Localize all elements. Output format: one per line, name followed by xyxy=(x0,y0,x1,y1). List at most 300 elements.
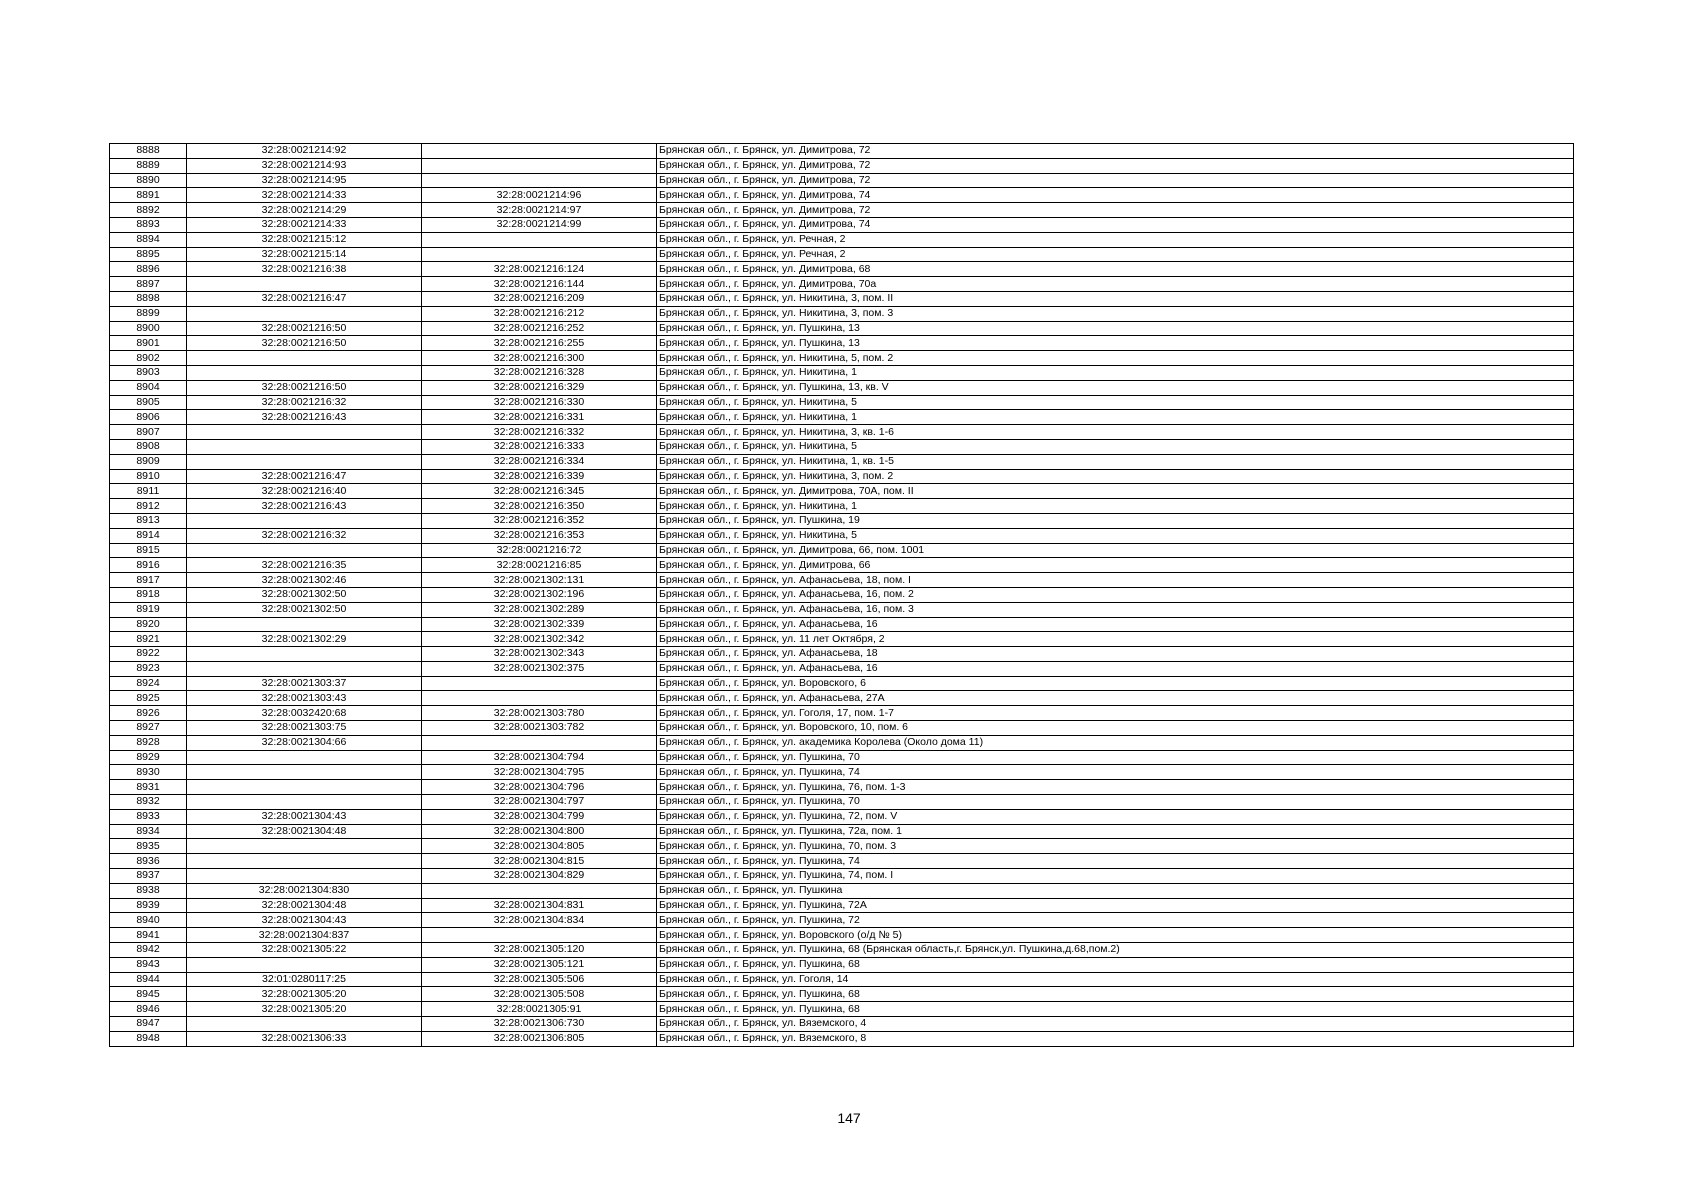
cadastral-number-cell: 32:28:0021216:43 xyxy=(187,499,422,514)
address-cell: Брянская обл., г. Брянск, ул. Димитрова, 66 xyxy=(657,558,1574,573)
address-cell: Брянская обл., г. Брянск, ул. Пушкина, 72 xyxy=(657,913,1574,928)
object-cadastral-number-cell: 32:28:0021216:332 xyxy=(422,425,657,440)
cadastral-number-cell: 32:28:0021302:50 xyxy=(187,602,422,617)
cadastral-number-cell xyxy=(187,750,422,765)
object-cadastral-number-cell: 32:28:0021216:124 xyxy=(422,262,657,277)
address-cell: Брянская обл., г. Брянск, ул. Пушкина, 68 xyxy=(657,987,1574,1002)
object-cadastral-number-cell: 32:28:0021216:333 xyxy=(422,439,657,454)
table-row xyxy=(110,721,1574,736)
row-number-cell: 8922 xyxy=(110,647,187,662)
page-number: 147 xyxy=(837,1110,861,1126)
table-row xyxy=(110,883,1574,898)
row-number-cell: 8912 xyxy=(110,499,187,514)
row-number-cell: 8893 xyxy=(110,217,187,232)
table-row xyxy=(110,780,1574,795)
table-row xyxy=(110,410,1574,425)
table-row xyxy=(110,277,1574,292)
address-cell: Брянская обл., г. Брянск, ул. Афанасьева, 16, пом. 2 xyxy=(657,587,1574,602)
address-cell: Брянская обл., г. Брянск, ул. Никитина, 5 xyxy=(657,528,1574,543)
address-cell: Брянская обл., г. Брянск, ул. Пушкина, 70 xyxy=(657,795,1574,810)
cadastral-number-cell xyxy=(187,439,422,454)
cadastral-number-cell xyxy=(187,780,422,795)
cadastral-number-cell: 32:28:0021303:75 xyxy=(187,721,422,736)
cadastral-number-cell xyxy=(187,277,422,292)
cadastral-number-cell xyxy=(187,765,422,780)
table-row xyxy=(110,839,1574,854)
row-number-cell: 8913 xyxy=(110,513,187,528)
cadastral-number-cell xyxy=(187,306,422,321)
cadastral-number-cell: 32:28:0021305:20 xyxy=(187,1002,422,1017)
table-row xyxy=(110,913,1574,928)
object-cadastral-number-cell xyxy=(422,883,657,898)
object-cadastral-number-cell: 32:28:0021306:805 xyxy=(422,1031,657,1046)
row-number-cell: 8931 xyxy=(110,780,187,795)
address-cell: Брянская обл., г. Брянск, ул. Пушкина, 68 (Брянская область,г. Брянск,ул. Пушкина,д.68,пом.2) xyxy=(657,943,1574,958)
row-number-cell: 8910 xyxy=(110,469,187,484)
address-cell: Брянская обл., г. Брянск, ул. Димитрова, 68 xyxy=(657,262,1574,277)
row-number-cell: 8891 xyxy=(110,188,187,203)
row-number-cell: 8944 xyxy=(110,972,187,987)
object-cadastral-number-cell: 32:28:0021216:252 xyxy=(422,321,657,336)
address-cell: Брянская обл., г. Брянск, ул. Никитина, 5 xyxy=(657,439,1574,454)
object-cadastral-number-cell: 32:28:0021216:339 xyxy=(422,469,657,484)
object-cadastral-number-cell xyxy=(422,173,657,188)
row-number-cell: 8915 xyxy=(110,543,187,558)
object-cadastral-number-cell xyxy=(422,691,657,706)
object-cadastral-number-cell: 32:28:0021304:815 xyxy=(422,854,657,869)
cadastral-number-cell xyxy=(187,661,422,676)
cadastral-number-cell xyxy=(187,365,422,380)
cadastral-number-cell xyxy=(187,839,422,854)
table-row xyxy=(110,765,1574,780)
object-cadastral-number-cell xyxy=(422,676,657,691)
address-cell: Брянская обл., г. Брянск, ул. Димитрова, 70А, пом. II xyxy=(657,484,1574,499)
object-cadastral-number-cell: 32:28:0021306:730 xyxy=(422,1017,657,1032)
row-number-cell: 8934 xyxy=(110,824,187,839)
row-number-cell: 8943 xyxy=(110,957,187,972)
object-cadastral-number-cell: 32:28:0021214:97 xyxy=(422,203,657,218)
table-row xyxy=(110,854,1574,869)
object-cadastral-number-cell: 32:28:0021302:375 xyxy=(422,661,657,676)
row-number-cell: 8917 xyxy=(110,573,187,588)
address-cell: Брянская обл., г. Брянск, ул. 11 лет Октября, 2 xyxy=(657,632,1574,647)
object-cadastral-number-cell: 32:28:0021216:353 xyxy=(422,528,657,543)
row-number-cell: 8919 xyxy=(110,602,187,617)
address-cell: Брянская обл., г. Брянск, ул. Воровского, 6 xyxy=(657,676,1574,691)
table-row xyxy=(110,632,1574,647)
cadastral-number-cell: 32:28:0021216:50 xyxy=(187,321,422,336)
address-cell: Брянская обл., г. Брянск, ул. Воровского, 10, пом. 6 xyxy=(657,721,1574,736)
cadastral-number-cell: 32:01:0280117:25 xyxy=(187,972,422,987)
address-cell: Брянская обл., г. Брянск, ул. Никитина, 1, кв. 1-5 xyxy=(657,454,1574,469)
row-number-cell: 8941 xyxy=(110,928,187,943)
table-row xyxy=(110,735,1574,750)
object-cadastral-number-cell: 32:28:0021216:328 xyxy=(422,365,657,380)
address-cell: Брянская обл., г. Брянск, ул. Гоголя, 17, пом. 1-7 xyxy=(657,706,1574,721)
cadastral-number-cell xyxy=(187,795,422,810)
cadastral-number-cell: 32:28:0021216:50 xyxy=(187,336,422,351)
row-number-cell: 8888 xyxy=(110,144,187,159)
cadastral-number-cell xyxy=(187,351,422,366)
row-number-cell: 8894 xyxy=(110,232,187,247)
table-row xyxy=(110,439,1574,454)
object-cadastral-number-cell xyxy=(422,928,657,943)
object-cadastral-number-cell: 32:28:0021216:300 xyxy=(422,351,657,366)
cadastral-number-cell: 32:28:0032420:68 xyxy=(187,706,422,721)
cadastral-number-cell: 32:28:0021215:14 xyxy=(187,247,422,262)
cadastral-number-cell: 32:28:0021216:38 xyxy=(187,262,422,277)
address-cell: Брянская обл., г. Брянск, ул. Димитрова, 72 xyxy=(657,203,1574,218)
address-cell: Брянская обл., г. Брянск, ул. Никитина, 3, пом. II xyxy=(657,291,1574,306)
cadastral-number-cell: 32:28:0021214:92 xyxy=(187,144,422,159)
object-cadastral-number-cell: 32:28:0021216:345 xyxy=(422,484,657,499)
cadastral-number-cell: 32:28:0021306:33 xyxy=(187,1031,422,1046)
table-row xyxy=(110,380,1574,395)
object-cadastral-number-cell: 32:28:0021304:800 xyxy=(422,824,657,839)
address-cell: Брянская обл., г. Брянск, ул. Пушкина xyxy=(657,883,1574,898)
cadastral-number-cell: 32:28:0021305:20 xyxy=(187,987,422,1002)
row-number-cell: 8903 xyxy=(110,365,187,380)
table-row xyxy=(110,173,1574,188)
row-number-cell: 8908 xyxy=(110,439,187,454)
table-row xyxy=(110,602,1574,617)
address-cell: Брянская обл., г. Брянск, ул. Димитрова, 72 xyxy=(657,144,1574,159)
cadastral-number-cell xyxy=(187,647,422,662)
address-cell: Брянская обл., г. Брянск, ул. Димитрова, 74 xyxy=(657,217,1574,232)
table-row xyxy=(110,587,1574,602)
object-cadastral-number-cell: 32:28:0021305:120 xyxy=(422,943,657,958)
row-number-cell: 8937 xyxy=(110,869,187,884)
cadastral-number-cell: 32:28:0021214:29 xyxy=(187,203,422,218)
address-cell: Брянская обл., г. Брянск, ул. Никитина, 1 xyxy=(657,365,1574,380)
table-row xyxy=(110,425,1574,440)
object-cadastral-number-cell: 32:28:0021305:91 xyxy=(422,1002,657,1017)
address-cell: Брянская обл., г. Брянск, ул. Афанасьева, 16 xyxy=(657,617,1574,632)
cadastral-number-cell: 32:28:0021302:46 xyxy=(187,573,422,588)
cadastral-number-cell xyxy=(187,617,422,632)
object-cadastral-number-cell: 32:28:0021216:330 xyxy=(422,395,657,410)
row-number-cell: 8900 xyxy=(110,321,187,336)
row-number-cell: 8926 xyxy=(110,706,187,721)
object-cadastral-number-cell: 32:28:0021304:796 xyxy=(422,780,657,795)
table-row xyxy=(110,1031,1574,1046)
address-cell: Брянская обл., г. Брянск, ул. Никитина, 5, пом. 2 xyxy=(657,351,1574,366)
row-number-cell: 8911 xyxy=(110,484,187,499)
row-number-cell: 8909 xyxy=(110,454,187,469)
address-cell: Брянская обл., г. Брянск, ул. Речная, 2 xyxy=(657,232,1574,247)
row-number-cell: 8896 xyxy=(110,262,187,277)
object-cadastral-number-cell: 32:28:0021305:506 xyxy=(422,972,657,987)
table-row xyxy=(110,528,1574,543)
table-row xyxy=(110,809,1574,824)
table-row xyxy=(110,395,1574,410)
row-number-cell: 8907 xyxy=(110,425,187,440)
table-row xyxy=(110,928,1574,943)
table-row xyxy=(110,647,1574,662)
row-number-cell: 8905 xyxy=(110,395,187,410)
cadastral-number-cell xyxy=(187,957,422,972)
address-cell: Брянская обл., г. Брянск, ул. Пушкина, 74 xyxy=(657,765,1574,780)
cadastral-number-cell: 32:28:0021305:22 xyxy=(187,943,422,958)
table-row xyxy=(110,306,1574,321)
address-cell: Брянская обл., г. Брянск, ул. Никитина, 1 xyxy=(657,410,1574,425)
address-cell: Брянская обл., г. Брянск, ул. Вяземского, 8 xyxy=(657,1031,1574,1046)
address-cell: Брянская обл., г. Брянск, ул. Пушкина, 72а, пом. 1 xyxy=(657,824,1574,839)
object-cadastral-number-cell: 32:28:0021304:795 xyxy=(422,765,657,780)
address-cell: Брянская обл., г. Брянск, ул. Речная, 2 xyxy=(657,247,1574,262)
object-cadastral-number-cell: 32:28:0021305:121 xyxy=(422,957,657,972)
table-row xyxy=(110,824,1574,839)
row-number-cell: 8945 xyxy=(110,987,187,1002)
row-number-cell: 8923 xyxy=(110,661,187,676)
address-cell: Брянская обл., г. Брянск, ул. Пушкина, 72А xyxy=(657,898,1574,913)
row-number-cell: 8901 xyxy=(110,336,187,351)
table-row xyxy=(110,750,1574,765)
cadastral-number-cell xyxy=(187,1017,422,1032)
object-cadastral-number-cell: 32:28:0021304:829 xyxy=(422,869,657,884)
object-cadastral-number-cell: 32:28:0021214:96 xyxy=(422,188,657,203)
table-row xyxy=(110,144,1574,159)
row-number-cell: 8927 xyxy=(110,721,187,736)
object-cadastral-number-cell: 32:28:0021302:131 xyxy=(422,573,657,588)
cadastral-number-cell: 32:28:0021216:35 xyxy=(187,558,422,573)
row-number-cell: 8924 xyxy=(110,676,187,691)
address-cell: Брянская обл., г. Брянск, ул. Пушкина, 13 xyxy=(657,321,1574,336)
table-row xyxy=(110,203,1574,218)
row-number-cell: 8933 xyxy=(110,809,187,824)
cadastral-number-cell: 32:28:0021214:33 xyxy=(187,188,422,203)
address-cell: Брянская обл., г. Брянск, ул. Димитрова, 72 xyxy=(657,173,1574,188)
address-cell: Брянская обл., г. Брянск, ул. Пушкина, 74, пом. I xyxy=(657,869,1574,884)
table-row xyxy=(110,1017,1574,1032)
cadastral-number-cell: 32:28:0021304:66 xyxy=(187,735,422,750)
cadastral-number-cell xyxy=(187,425,422,440)
table-row xyxy=(110,484,1574,499)
cadastral-number-cell: 32:28:0021303:37 xyxy=(187,676,422,691)
row-number-cell: 8897 xyxy=(110,277,187,292)
row-number-cell: 8935 xyxy=(110,839,187,854)
row-number-cell: 8948 xyxy=(110,1031,187,1046)
row-number-cell: 8906 xyxy=(110,410,187,425)
address-cell: Брянская обл., г. Брянск, ул. Пушкина, 13, кв. V xyxy=(657,380,1574,395)
cadastral-number-cell: 32:28:0021214:93 xyxy=(187,158,422,173)
address-cell: Брянская обл., г. Брянск, ул. Пушкина, 70, пом. 3 xyxy=(657,839,1574,854)
address-cell: Брянская обл., г. Брянск, ул. Пушкина, 68 xyxy=(657,1002,1574,1017)
cadastral-number-cell xyxy=(187,513,422,528)
object-cadastral-number-cell xyxy=(422,247,657,262)
address-cell: Брянская обл., г. Брянск, ул. Пушкина, 19 xyxy=(657,513,1574,528)
object-cadastral-number-cell: 32:28:0021304:799 xyxy=(422,809,657,824)
address-cell: Брянская обл., г. Брянск, ул. Воровского (о/д № 5) xyxy=(657,928,1574,943)
address-cell: Брянская обл., г. Брянск, ул. Пушкина, 13 xyxy=(657,336,1574,351)
registry-table xyxy=(109,143,1574,1047)
table-row xyxy=(110,291,1574,306)
cadastral-number-cell: 32:28:0021302:29 xyxy=(187,632,422,647)
table-row xyxy=(110,691,1574,706)
object-cadastral-number-cell: 32:28:0021216:334 xyxy=(422,454,657,469)
cadastral-number-cell: 32:28:0021302:50 xyxy=(187,587,422,602)
address-cell: Брянская обл., г. Брянск, ул. Гоголя, 14 xyxy=(657,972,1574,987)
row-number-cell: 8940 xyxy=(110,913,187,928)
row-number-cell: 8895 xyxy=(110,247,187,262)
cadastral-number-cell: 32:28:0021304:43 xyxy=(187,913,422,928)
address-cell: Брянская обл., г. Брянск, ул. Афанасьева, 27А xyxy=(657,691,1574,706)
row-number-cell: 8930 xyxy=(110,765,187,780)
cadastral-number-cell: 32:28:0021304:830 xyxy=(187,883,422,898)
row-number-cell: 8892 xyxy=(110,203,187,218)
cadastral-number-cell: 32:28:0021304:48 xyxy=(187,898,422,913)
table-row xyxy=(110,454,1574,469)
cadastral-number-cell xyxy=(187,854,422,869)
object-cadastral-number-cell: 32:28:0021303:782 xyxy=(422,721,657,736)
cadastral-number-cell: 32:28:0021214:33 xyxy=(187,217,422,232)
row-number-cell: 8932 xyxy=(110,795,187,810)
object-cadastral-number-cell: 32:28:0021304:834 xyxy=(422,913,657,928)
cadastral-number-cell xyxy=(187,543,422,558)
row-number-cell: 8899 xyxy=(110,306,187,321)
row-number-cell: 8946 xyxy=(110,1002,187,1017)
object-cadastral-number-cell: 32:28:0021216:72 xyxy=(422,543,657,558)
cadastral-number-cell: 32:28:0021216:47 xyxy=(187,291,422,306)
address-cell: Брянская обл., г. Брянск, ул. Никитина, 1 xyxy=(657,499,1574,514)
table-row xyxy=(110,469,1574,484)
table-row xyxy=(110,573,1574,588)
row-number-cell: 8939 xyxy=(110,898,187,913)
table-row xyxy=(110,795,1574,810)
row-number-cell: 8914 xyxy=(110,528,187,543)
object-cadastral-number-cell: 32:28:0021305:508 xyxy=(422,987,657,1002)
object-cadastral-number-cell: 32:28:0021216:255 xyxy=(422,336,657,351)
table-row xyxy=(110,972,1574,987)
table-row xyxy=(110,661,1574,676)
object-cadastral-number-cell: 32:28:0021304:805 xyxy=(422,839,657,854)
table-row xyxy=(110,617,1574,632)
object-cadastral-number-cell xyxy=(422,158,657,173)
row-number-cell: 8889 xyxy=(110,158,187,173)
address-cell: Брянская обл., г. Брянск, ул. Пушкина, 74 xyxy=(657,854,1574,869)
table-row xyxy=(110,987,1574,1002)
object-cadastral-number-cell: 32:28:0021216:331 xyxy=(422,410,657,425)
address-cell: Брянская обл., г. Брянск, ул. Димитрова, 70а xyxy=(657,277,1574,292)
table-row xyxy=(110,676,1574,691)
row-number-cell: 8936 xyxy=(110,854,187,869)
object-cadastral-number-cell: 32:28:0021302:342 xyxy=(422,632,657,647)
object-cadastral-number-cell: 32:28:0021303:780 xyxy=(422,706,657,721)
cadastral-number-cell: 32:28:0021216:32 xyxy=(187,395,422,410)
address-cell: Брянская обл., г. Брянск, ул. Пушкина, 72, пом. V xyxy=(657,809,1574,824)
table-row xyxy=(110,499,1574,514)
address-cell: Брянская обл., г. Брянск, ул. Афанасьева, 16, пом. 3 xyxy=(657,602,1574,617)
table-row xyxy=(110,217,1574,232)
cadastral-number-cell: 32:28:0021214:95 xyxy=(187,173,422,188)
row-number-cell: 8920 xyxy=(110,617,187,632)
cadastral-number-cell xyxy=(187,869,422,884)
object-cadastral-number-cell xyxy=(422,735,657,750)
object-cadastral-number-cell xyxy=(422,144,657,159)
row-number-cell: 8898 xyxy=(110,291,187,306)
object-cadastral-number-cell: 32:28:0021302:289 xyxy=(422,602,657,617)
cadastral-number-cell: 32:28:0021304:837 xyxy=(187,928,422,943)
object-cadastral-number-cell: 32:28:0021304:794 xyxy=(422,750,657,765)
object-cadastral-number-cell: 32:28:0021304:831 xyxy=(422,898,657,913)
row-number-cell: 8929 xyxy=(110,750,187,765)
cadastral-number-cell: 32:28:0021216:32 xyxy=(187,528,422,543)
table-row xyxy=(110,898,1574,913)
row-number-cell: 8902 xyxy=(110,351,187,366)
table-row xyxy=(110,232,1574,247)
address-cell: Брянская обл., г. Брянск, ул. Никитина, 3, пом. 2 xyxy=(657,469,1574,484)
cadastral-number-cell: 32:28:0021216:50 xyxy=(187,380,422,395)
address-cell: Брянская обл., г. Брянск, ул. Димитрова, 66, пом. 1001 xyxy=(657,543,1574,558)
table-row xyxy=(110,158,1574,173)
object-cadastral-number-cell: 32:28:0021216:329 xyxy=(422,380,657,395)
object-cadastral-number-cell: 32:28:0021302:339 xyxy=(422,617,657,632)
address-cell: Брянская обл., г. Брянск, ул. Вяземского, 4 xyxy=(657,1017,1574,1032)
table-row xyxy=(110,513,1574,528)
row-number-cell: 8938 xyxy=(110,883,187,898)
row-number-cell: 8942 xyxy=(110,943,187,958)
address-cell: Брянская обл., г. Брянск, ул. академика Королева (Около дома 11) xyxy=(657,735,1574,750)
address-cell: Брянская обл., г. Брянск, ул. Димитрова, 72 xyxy=(657,158,1574,173)
table-row xyxy=(110,957,1574,972)
cadastral-number-cell: 32:28:0021216:43 xyxy=(187,410,422,425)
object-cadastral-number-cell: 32:28:0021302:196 xyxy=(422,587,657,602)
table-row xyxy=(110,943,1574,958)
cadastral-number-cell: 32:28:0021304:48 xyxy=(187,824,422,839)
row-number-cell: 8921 xyxy=(110,632,187,647)
object-cadastral-number-cell: 32:28:0021304:797 xyxy=(422,795,657,810)
table-row xyxy=(110,869,1574,884)
object-cadastral-number-cell: 32:28:0021216:212 xyxy=(422,306,657,321)
row-number-cell: 8947 xyxy=(110,1017,187,1032)
table-row xyxy=(110,365,1574,380)
row-number-cell: 8904 xyxy=(110,380,187,395)
address-cell: Брянская обл., г. Брянск, ул. Никитина, 3, кв. 1-6 xyxy=(657,425,1574,440)
table-row xyxy=(110,558,1574,573)
cadastral-number-cell xyxy=(187,454,422,469)
table-row xyxy=(110,336,1574,351)
registry-table-body xyxy=(110,144,1574,1047)
address-cell: Брянская обл., г. Брянск, ул. Пушкина, 68 xyxy=(657,957,1574,972)
table-row xyxy=(110,262,1574,277)
object-cadastral-number-cell xyxy=(422,232,657,247)
row-number-cell: 8916 xyxy=(110,558,187,573)
address-cell: Брянская обл., г. Брянск, ул. Афанасьева, 18, пом. I xyxy=(657,573,1574,588)
table-row xyxy=(110,351,1574,366)
object-cadastral-number-cell: 32:28:0021216:350 xyxy=(422,499,657,514)
object-cadastral-number-cell: 32:28:0021216:209 xyxy=(422,291,657,306)
address-cell: Брянская обл., г. Брянск, ул. Никитина, 3, пом. 3 xyxy=(657,306,1574,321)
object-cadastral-number-cell: 32:28:0021216:85 xyxy=(422,558,657,573)
object-cadastral-number-cell: 32:28:0021214:99 xyxy=(422,217,657,232)
object-cadastral-number-cell: 32:28:0021216:144 xyxy=(422,277,657,292)
cadastral-number-cell: 32:28:0021216:47 xyxy=(187,469,422,484)
table-row xyxy=(110,706,1574,721)
row-number-cell: 8925 xyxy=(110,691,187,706)
object-cadastral-number-cell: 32:28:0021216:352 xyxy=(422,513,657,528)
table-row xyxy=(110,543,1574,558)
table-row xyxy=(110,188,1574,203)
cadastral-number-cell: 32:28:0021215:12 xyxy=(187,232,422,247)
table-row xyxy=(110,247,1574,262)
address-cell: Брянская обл., г. Брянск, ул. Афанасьева, 18 xyxy=(657,647,1574,662)
address-cell: Брянская обл., г. Брянск, ул. Афанасьева, 16 xyxy=(657,661,1574,676)
cadastral-number-cell: 32:28:0021303:43 xyxy=(187,691,422,706)
address-cell: Брянская обл., г. Брянск, ул. Димитрова, 74 xyxy=(657,188,1574,203)
address-cell: Брянская обл., г. Брянск, ул. Пушкина, 70 xyxy=(657,750,1574,765)
table-row xyxy=(110,321,1574,336)
address-cell: Брянская обл., г. Брянск, ул. Пушкина, 76, пом. 1-3 xyxy=(657,780,1574,795)
